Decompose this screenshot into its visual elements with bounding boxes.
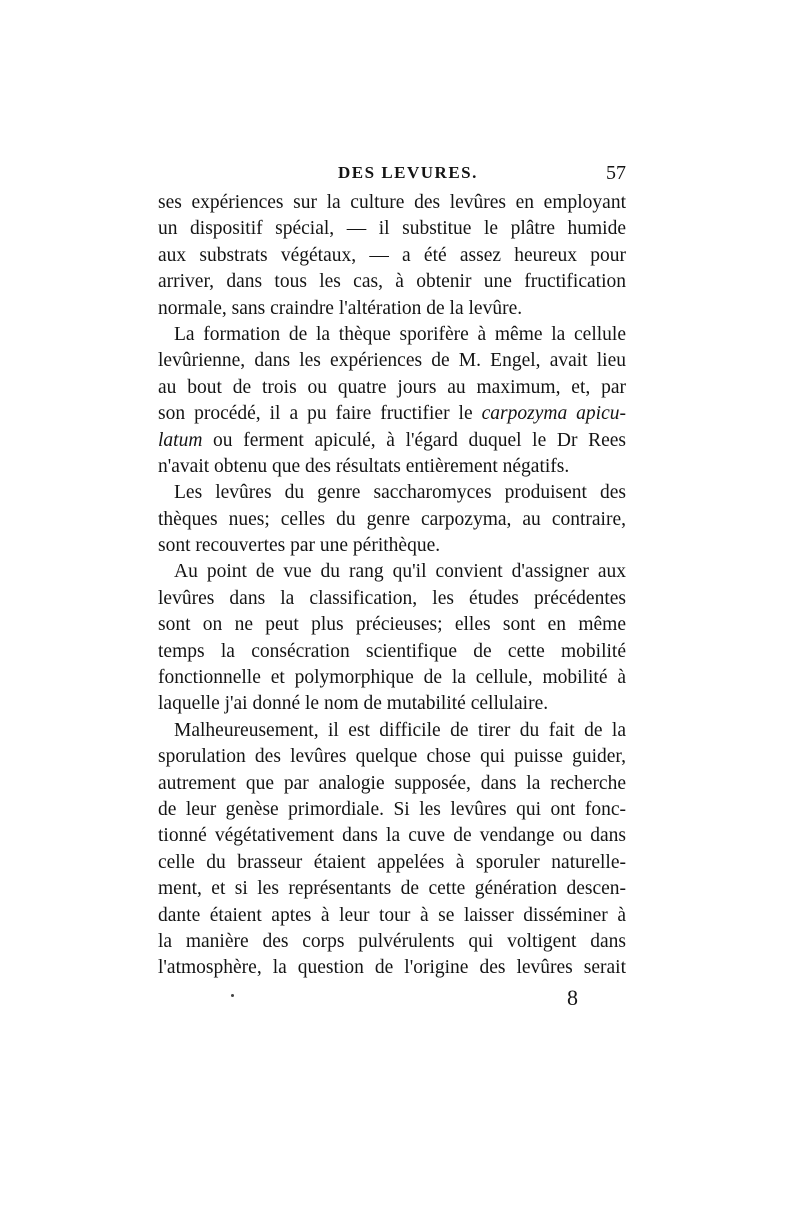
text-line: laquelle j'ai donné le nom de mutabilité cellulaire. bbox=[158, 693, 549, 715]
text-line: La formation de la thèque sporifère à même la cellule bbox=[174, 323, 626, 345]
italic-term: latum bbox=[158, 429, 203, 451]
text-line: Les levûres du genre saccharomyces produisent des bbox=[174, 482, 626, 504]
text-line: la manière des corps pulvérulents qui voltigent dans bbox=[158, 930, 626, 952]
text-line: sont recouvertes par une périthèque. bbox=[158, 535, 441, 557]
text-line: son procédé, il a pu faire fructifier le carpozyma apicu- bbox=[158, 403, 626, 425]
text-line: Au point de vue du rang qu'il convient d'assigner aux bbox=[174, 561, 626, 583]
text-line: dante étaient aptes à leur tour à se laisser disséminer à bbox=[158, 904, 626, 926]
italic-term: carpozyma apicu- bbox=[481, 403, 626, 425]
text-line: sporulation des levûres quelque chose qui puisse guider, bbox=[158, 746, 626, 768]
text-line: levûrienne, dans les expériences de M. Engel, avait lieu bbox=[158, 350, 626, 372]
text-line: fonctionnelle et polymorphique de la cellule, mobilité à bbox=[158, 667, 626, 689]
text-line: aux substrats végétaux, — a été assez heureux pour bbox=[158, 244, 626, 266]
text-line: l'atmosphère, la question de l'origine des levûres serait bbox=[158, 957, 626, 979]
text-line: n'avait obtenu que des résultats entièrement négatifs. bbox=[158, 455, 570, 477]
text-line: autrement que par analogie supposée, dans la recherche bbox=[158, 772, 626, 794]
text-line: normale, sans craindre l'altération de la levûre. bbox=[158, 297, 523, 319]
text-line: ses expériences sur la culture des levûres en employant bbox=[158, 192, 626, 213]
text-line: temps la consécration scientifique de cette mobilité bbox=[158, 640, 626, 662]
page-number: 57 bbox=[606, 162, 626, 184]
text-line: Malheureusement, il est difficile de tirer du fait de la bbox=[174, 719, 626, 741]
text-line: tionné végétativement dans la cuve de vendange ou dans bbox=[158, 825, 626, 847]
text-line: au bout de trois ou quatre jours au maximum, et, par bbox=[158, 376, 626, 398]
text-line: de leur genèse primordiale. Si les levûres qui ont fonc- bbox=[158, 798, 626, 820]
running-title: DES LEVURES. bbox=[338, 163, 478, 182]
text-line: celle du brasseur étaient appelées à sporuler naturelle- bbox=[158, 851, 626, 873]
text-line: thèques nues; celles du genre carpozyma, au contraire, bbox=[158, 508, 626, 530]
signature-mark: 8 bbox=[567, 985, 578, 1010]
running-head bbox=[160, 163, 626, 187]
body-text bbox=[158, 190, 626, 982]
text-line: ment, et si les représentants de cette génération descen- bbox=[158, 878, 626, 900]
text-line: arriver, dans tous les cas, à obtenir une fructification bbox=[158, 271, 626, 293]
text-line: levûres dans la classification, les études précédentes bbox=[158, 587, 626, 609]
text-line: sont on ne peut plus précieuses; elles sont en même bbox=[158, 614, 626, 636]
text-line: un dispositif spécial, — il substitue le plâtre humide bbox=[158, 218, 626, 240]
printer-dot-mark bbox=[231, 994, 234, 997]
text-line: latum ou ferment apiculé, à l'égard duquel le Dr Rees bbox=[158, 429, 626, 451]
